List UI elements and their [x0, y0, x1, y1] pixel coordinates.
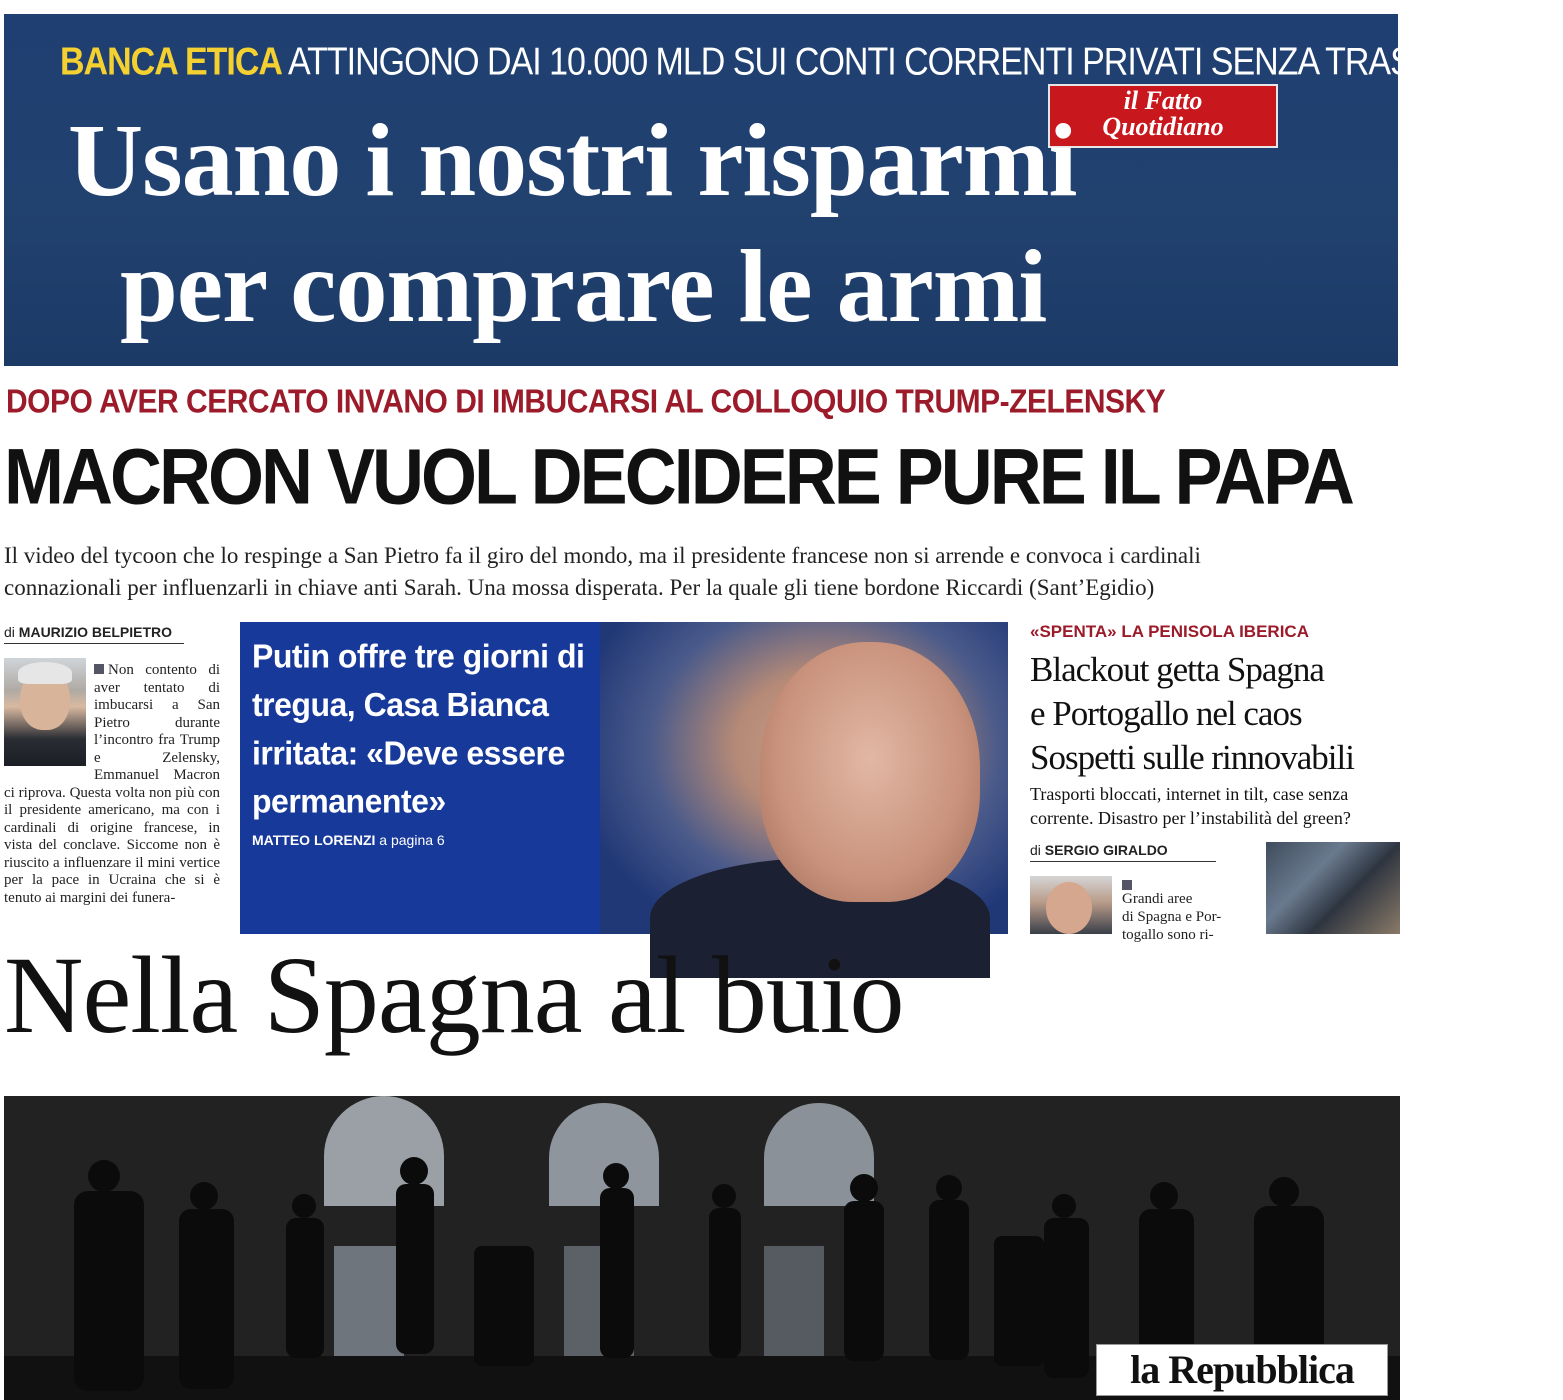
blackout-title-line1: Blackout getta Spagna	[1030, 650, 1324, 689]
fatto-kicker-text: ATTINGONO DAI 10.000 MLD SUI CONTI CORRENTI PRIVATI SENZA TRASPARENZA	[287, 40, 1563, 84]
belpietro-byline	[4, 624, 184, 644]
giraldo-body-line2: di Spagna e Por-	[1122, 909, 1222, 925]
byline-name: MAURIZIO BELPIETRO	[18, 624, 173, 640]
verita-overline: DOPO AVER CERCATO INVANO DI IMBUCARSI AL COLLOQUIO TRUMP-ZELENSKY	[6, 384, 1166, 421]
giraldo-portrait	[1030, 876, 1112, 934]
blackout-crowd-photo	[1266, 842, 1400, 934]
paragraph-square-icon	[1122, 880, 1132, 890]
putin-feature-box	[240, 622, 1008, 934]
fatto-logo	[1048, 84, 1278, 148]
repubblica-headline: Nella Spagna al buio	[4, 934, 904, 1056]
blackout-title-line2: e Portogallo nel caos	[1030, 694, 1302, 733]
verita-summary	[4, 540, 1398, 604]
blackout-kicker: «SPENTA» LA PENISOLA IBERICA	[1030, 622, 1309, 641]
blackout-summary-line2: corrente. Disastro per l’instabilità del green?	[1030, 808, 1351, 828]
giraldo-article	[1122, 880, 1252, 944]
verita-summary-line2: connazionali per influenzarli in chiave anti Sarah. Una mossa disperata. Per la quale gli tiene bordone Riccardi (Sant’Egidio)	[4, 575, 1155, 600]
fatto-logo-line1: il Fatto	[1123, 86, 1203, 115]
putin-byline	[252, 832, 445, 848]
verita-main-title: MACRON VUOL DECIDERE PURE IL PAPA	[4, 433, 1352, 522]
byline-prefix: di	[1030, 842, 1041, 858]
putin-photo-face	[760, 642, 980, 902]
giraldo-byline	[1030, 842, 1216, 862]
putin-byline-name: MATTEO LORENZI	[252, 832, 376, 848]
byline-prefix: di	[4, 624, 15, 640]
fatto-front-panel	[4, 14, 1563, 366]
fatto-kicker-tag: BANCA ETICA	[60, 40, 282, 84]
blackout-title	[1030, 648, 1400, 780]
putin-headline: Putin offre tre giorni di tregua, Casa Bianca irritata: «Deve essere permanente»	[252, 637, 585, 820]
giraldo-body-text1: Grandi aree	[1122, 891, 1193, 907]
putin-byline-page: a pagina 6	[379, 832, 445, 848]
fatto-kicker	[60, 40, 1563, 85]
giraldo-body-line3: togallo sono ri-	[1122, 927, 1214, 943]
giraldo-body-line1	[1122, 880, 1252, 908]
fatto-logo-line2: Quotidiano	[1102, 112, 1224, 141]
belpietro-portrait	[4, 658, 86, 766]
blackout-title-line3: Sospetti sulle rinnovabili	[1030, 738, 1354, 777]
fatto-headline-line1: Usano i nostri risparmi	[68, 103, 1077, 218]
belpietro-body: Non contento di aver tentato di imbucarsi a San Pietro durante l’incontro fra Trump e Zelensky, Emmanuel Macron ci riprova. Questa volta non più con il presidente americano, ma con i cardinali di origine francese, in vista del conclave. Siccome non è riuscito a influenzare il mini vertice per la pace in Ucraina che si è tenuto ai margini dei funera-	[4, 662, 220, 906]
blackout-summary	[1030, 782, 1400, 830]
fatto-headline-line2: per comprare le armi	[120, 229, 1047, 344]
repubblica-logo: la Repubblica	[1096, 1344, 1388, 1396]
byline-name: SERGIO GIRALDO	[1044, 842, 1168, 858]
paragraph-square-icon	[94, 664, 104, 674]
verita-summary-line1: Il video del tycoon che lo respinge a San Pietro fa il giro del mondo, ma il presidente francese non si arrende e convoca i cardinali	[4, 543, 1201, 568]
blackout-summary-line1: Trasporti bloccati, internet in tilt, case senza	[1030, 784, 1349, 804]
